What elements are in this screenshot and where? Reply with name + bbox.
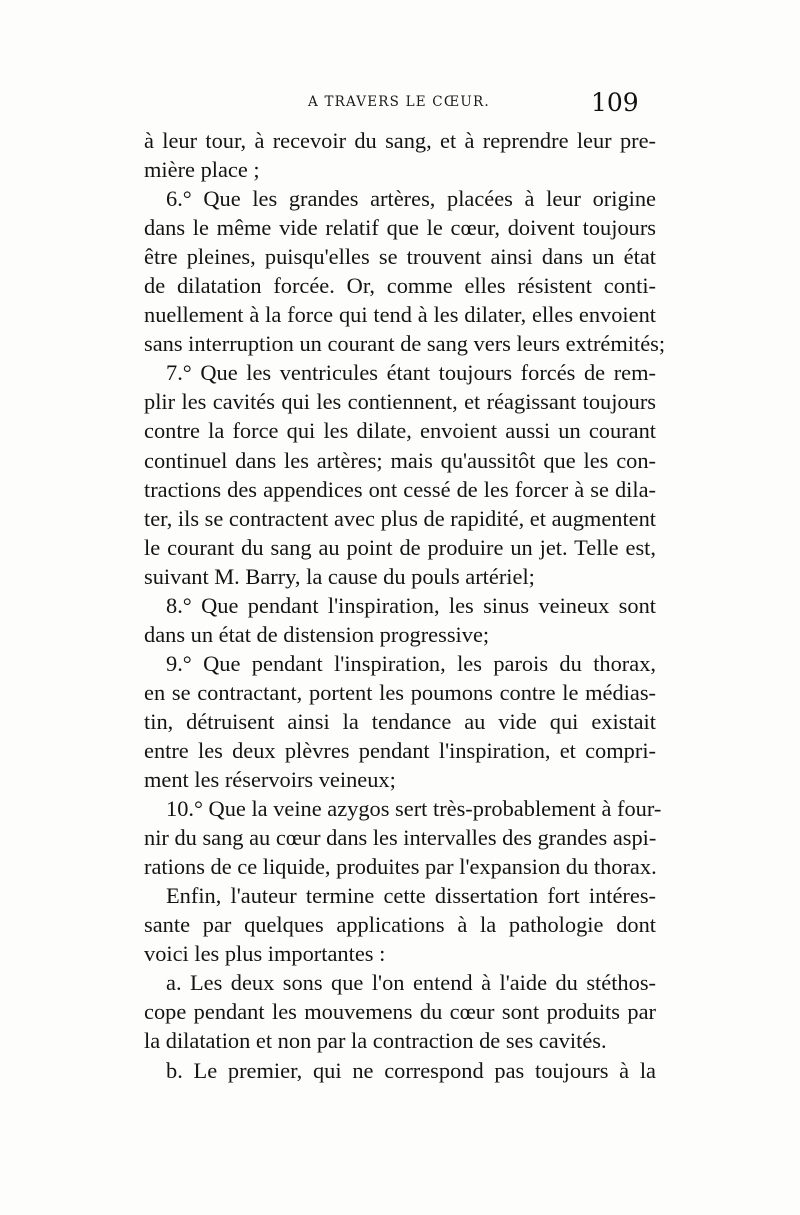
text-line: sans interruption un courant de sang vers leurs extrémités; (144, 331, 666, 357)
text-line: entre les deux plèvres pendant l'inspiration, et compri- (144, 737, 656, 763)
text-line: 9.° Que pendant l'inspiration, les parois du thorax, (166, 650, 656, 676)
text-line: nuellement à la force qui tend à les dilater, elles envoient (144, 302, 656, 328)
text-line: plir les cavités qui les contiennent, et réagissant toujours (144, 389, 656, 415)
text-line: en se contractant, portent les poumons contre le médias- (144, 679, 656, 705)
running-head (0, 88, 800, 118)
text-line: de dilatation forcée. Or, comme elles résistent conti- (144, 273, 656, 299)
text-line: dans le même vide relatif que le cœur, doivent toujours (144, 215, 656, 241)
text-line: tin, détruisent ainsi la tendance au vide qui existait (144, 708, 656, 734)
text-line: la dilatation et non par la contraction de ses cavités. (144, 1028, 607, 1054)
text-line: Enfin, l'auteur termine cette dissertation fort intéres- (166, 883, 656, 909)
running-head-title: A TRAVERS LE CŒUR. (308, 94, 490, 110)
page-number: 109 (591, 88, 639, 117)
text-line: 7.° Que les ventricules étant toujours forcés de rem- (166, 360, 656, 386)
text-line: a. Les deux sons que l'on entend à l'aide du stéthos- (166, 970, 656, 996)
text-line: à leur tour, à recevoir du sang, et à reprendre leur pre- (144, 128, 656, 153)
text-line: voici les plus importantes : (144, 941, 386, 967)
text-line: sante par quelques applications à la pathologie dont (144, 912, 656, 938)
text-line: b. Le premier, qui ne correspond pas toujours à la (166, 1057, 656, 1083)
text-line: ment les réservoirs veineux; (144, 767, 396, 793)
text-line: tractions des appendices ont cessé de les forcer à se dila- (144, 476, 656, 502)
text-line: mière place ; (144, 157, 260, 183)
body-text (144, 126, 666, 1085)
text-line: suivant M. Barry, la cause du pouls artériel; (144, 563, 535, 589)
text-line: contre la force qui les dilate, envoient aussi un courant (144, 418, 656, 444)
text-line: rations de ce liquide, produites par l'expansion du thorax. (144, 854, 657, 880)
text-line: ter, ils se contractent avec plus de rapidité, et augmentent (144, 505, 657, 531)
text-line: nir du sang au cœur dans les intervalles des grandes aspi- (144, 825, 657, 851)
text-line: le courant du sang au point de produire un jet. Telle est, (144, 534, 656, 560)
text-line: être pleines, puisqu'elles se trouvent ainsi dans un état (144, 244, 656, 270)
text-line: dans un état de distension progressive; (144, 621, 490, 647)
text-line: continuel dans les artères; mais qu'aussitôt que les con- (144, 447, 656, 473)
text-line: 6.° Que les grandes artères, placées à leur origine (166, 186, 656, 212)
text-line: 8.° Que pendant l'inspiration, les sinus veineux sont (166, 592, 656, 618)
text-line: cope pendant les mouvemens du cœur sont produits par (144, 999, 656, 1025)
text-line: 10.° Que la veine azygos sert très-probablement à four- (166, 796, 662, 822)
